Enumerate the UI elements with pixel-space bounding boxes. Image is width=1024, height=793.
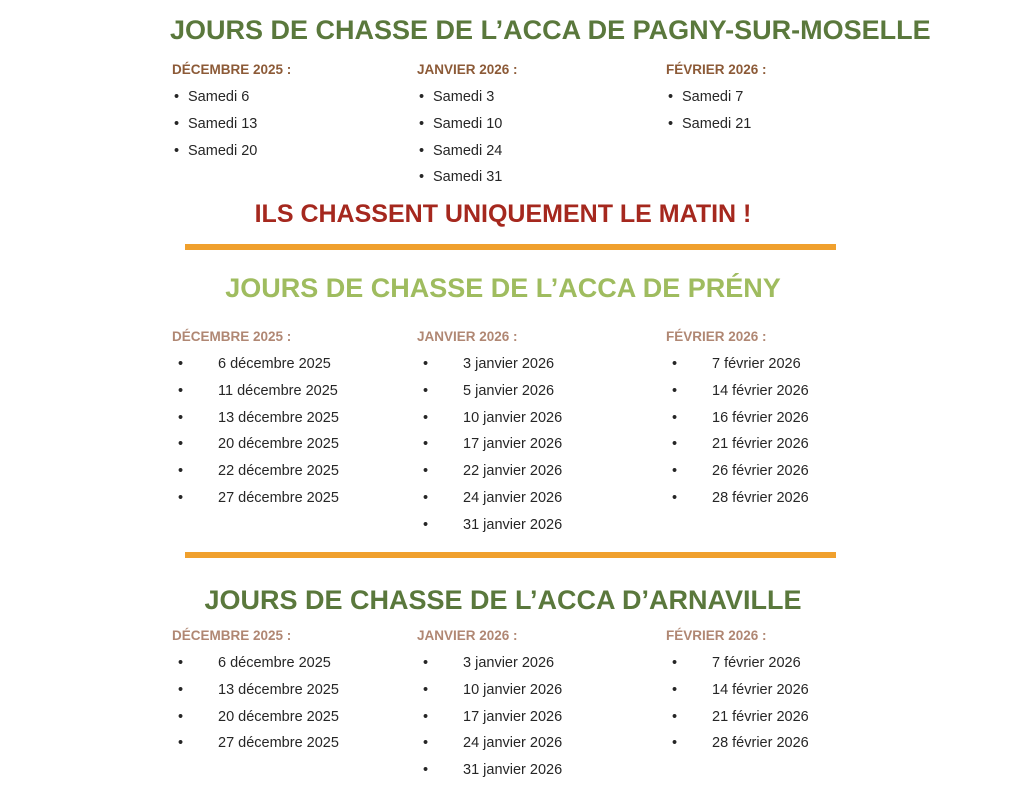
date-label: 20 décembre 2025 xyxy=(218,436,339,453)
date-label: Samedi 7 xyxy=(682,89,744,105)
section-title: JOURS DE CHASSE DE L’ACCA DE PAGNY-SUR-MOSELLE xyxy=(170,15,931,45)
date-list xyxy=(172,655,412,752)
date-label: Samedi 20 xyxy=(188,142,258,159)
bullet-icon: • xyxy=(423,382,429,399)
bullet-icon: • xyxy=(672,382,678,399)
bullet-icon: • xyxy=(668,89,674,105)
date-label: 21 février 2026 xyxy=(712,436,809,453)
bullet-icon: • xyxy=(423,708,429,725)
bullet-icon: • xyxy=(423,762,429,779)
date-item xyxy=(666,356,906,373)
date-label: 14 février 2026 xyxy=(712,681,809,698)
bullet-icon: • xyxy=(423,516,429,533)
date-label: 26 février 2026 xyxy=(712,463,809,480)
date-label: Samedi 31 xyxy=(433,169,503,186)
date-item xyxy=(172,356,412,373)
month-column xyxy=(666,627,906,762)
date-label: 28 février 2026 xyxy=(712,735,809,752)
date-item xyxy=(417,682,657,699)
bullet-icon: • xyxy=(672,356,678,372)
document-content xyxy=(170,0,931,793)
date-item xyxy=(172,735,412,752)
bullet-icon: • xyxy=(178,681,184,698)
date-item xyxy=(666,436,906,453)
bullet-icon: • xyxy=(423,436,429,453)
bullet-icon: • xyxy=(672,655,678,671)
date-label: 21 février 2026 xyxy=(712,708,809,725)
date-label: 22 décembre 2025 xyxy=(218,463,339,480)
date-list xyxy=(417,356,657,534)
date-label: Samedi 10 xyxy=(433,115,503,132)
acca-section-2 xyxy=(170,584,836,793)
orange-divider xyxy=(185,244,836,250)
bullet-icon: • xyxy=(178,655,184,671)
date-item xyxy=(666,490,906,507)
month-header: JANVIER 2026 : xyxy=(417,62,518,77)
month-header: JANVIER 2026 : xyxy=(417,329,518,344)
date-label: 24 janvier 2026 xyxy=(463,489,563,506)
date-label: Samedi 13 xyxy=(188,115,258,132)
bullet-icon: • xyxy=(174,142,180,159)
bullet-icon: • xyxy=(668,115,674,132)
date-list xyxy=(666,356,906,507)
month-column xyxy=(417,61,657,196)
date-item xyxy=(172,116,412,133)
bullet-icon: • xyxy=(174,115,180,132)
morning-only-notice: ILS CHASSENT UNIQUEMENT LE MATIN ! xyxy=(254,200,752,228)
date-label: 20 décembre 2025 xyxy=(218,708,339,725)
date-list xyxy=(172,89,412,160)
date-label: 6 décembre 2025 xyxy=(218,655,331,671)
date-item xyxy=(417,735,657,752)
month-header: DÉCEMBRE 2025 : xyxy=(172,628,292,643)
month-columns xyxy=(170,328,836,552)
date-item xyxy=(666,410,906,427)
date-item xyxy=(417,490,657,507)
month-header: DÉCEMBRE 2025 : xyxy=(172,329,292,344)
date-label: 3 janvier 2026 xyxy=(463,655,555,671)
date-label: Samedi 6 xyxy=(188,89,250,105)
orange-divider xyxy=(185,552,836,558)
date-item xyxy=(172,89,412,106)
month-header: FÉVRIER 2026 : xyxy=(666,62,767,77)
bullet-icon: • xyxy=(672,463,678,480)
date-list xyxy=(417,655,657,779)
month-header: JANVIER 2026 : xyxy=(417,628,518,643)
date-label: Samedi 24 xyxy=(433,142,503,159)
month-column xyxy=(666,61,906,143)
month-column xyxy=(172,627,412,762)
date-item xyxy=(666,735,906,752)
month-column xyxy=(172,61,412,169)
date-item xyxy=(172,436,412,453)
month-columns xyxy=(170,61,836,198)
bullet-icon: • xyxy=(423,655,429,671)
date-label: 31 janvier 2026 xyxy=(463,762,563,779)
bullet-icon: • xyxy=(672,489,678,506)
bullet-icon: • xyxy=(178,735,184,752)
date-item xyxy=(417,463,657,480)
bullet-icon: • xyxy=(672,436,678,453)
date-item xyxy=(172,682,412,699)
date-item xyxy=(172,383,412,400)
bullet-icon: • xyxy=(672,681,678,698)
date-item xyxy=(172,463,412,480)
date-label: 17 janvier 2026 xyxy=(463,708,563,725)
bullet-icon: • xyxy=(178,708,184,725)
bullet-icon: • xyxy=(178,382,184,399)
date-item xyxy=(417,169,657,186)
bullet-icon: • xyxy=(178,409,184,426)
date-item xyxy=(666,116,906,133)
date-item xyxy=(417,89,657,106)
date-label: 6 décembre 2025 xyxy=(218,356,331,372)
date-label: 14 février 2026 xyxy=(712,382,809,399)
month-column xyxy=(172,328,412,517)
bullet-icon: • xyxy=(423,735,429,752)
date-item xyxy=(172,709,412,726)
date-item xyxy=(417,410,657,427)
date-label: Samedi 21 xyxy=(682,115,752,132)
bullet-icon: • xyxy=(423,463,429,480)
section-title: JOURS DE CHASSE DE L’ACCA DE PRÉNY xyxy=(225,273,781,303)
date-label: 27 décembre 2025 xyxy=(218,489,339,506)
date-label: 10 janvier 2026 xyxy=(463,681,563,698)
bullet-icon: • xyxy=(419,169,425,186)
acca-section-0 xyxy=(170,14,931,229)
date-item xyxy=(417,143,657,160)
date-label: 7 février 2026 xyxy=(712,356,801,372)
bullet-icon: • xyxy=(672,409,678,426)
date-list xyxy=(172,356,412,507)
date-item xyxy=(417,709,657,726)
date-item xyxy=(417,655,657,672)
date-label: 11 décembre 2025 xyxy=(218,382,338,399)
date-item xyxy=(417,436,657,453)
date-item xyxy=(172,410,412,427)
date-label: 7 février 2026 xyxy=(712,655,801,671)
month-header: DÉCEMBRE 2025 : xyxy=(172,62,292,77)
month-columns xyxy=(170,627,836,793)
date-list xyxy=(666,655,906,752)
date-item xyxy=(417,116,657,133)
date-item xyxy=(666,383,906,400)
date-label: 22 janvier 2026 xyxy=(463,463,563,480)
bullet-icon: • xyxy=(672,708,678,725)
date-item xyxy=(172,490,412,507)
date-label: 3 janvier 2026 xyxy=(463,356,555,372)
date-label: 13 décembre 2025 xyxy=(218,409,339,426)
bullet-icon: • xyxy=(178,489,184,506)
bullet-icon: • xyxy=(419,142,425,159)
bullet-icon: • xyxy=(419,89,425,105)
date-label: 28 février 2026 xyxy=(712,489,809,506)
section-title: JOURS DE CHASSE DE L’ACCA D’ARNAVILLE xyxy=(204,585,802,615)
date-label: 27 décembre 2025 xyxy=(218,735,339,752)
month-column xyxy=(666,328,906,517)
date-label: 16 février 2026 xyxy=(712,409,809,426)
date-item xyxy=(666,682,906,699)
date-label: 17 janvier 2026 xyxy=(463,436,563,453)
date-item xyxy=(417,356,657,373)
month-column xyxy=(417,627,657,789)
date-item xyxy=(417,517,657,534)
date-item xyxy=(666,89,906,106)
date-item xyxy=(417,762,657,779)
date-item xyxy=(172,655,412,672)
bullet-icon: • xyxy=(419,115,425,132)
date-label: 10 janvier 2026 xyxy=(463,409,563,426)
bullet-icon: • xyxy=(423,409,429,426)
date-label: 13 décembre 2025 xyxy=(218,681,339,698)
date-item xyxy=(666,709,906,726)
bullet-icon: • xyxy=(423,356,429,372)
bullet-icon: • xyxy=(672,735,678,752)
acca-section-1 xyxy=(170,272,836,552)
date-label: Samedi 3 xyxy=(433,89,495,105)
date-item xyxy=(172,143,412,160)
bullet-icon: • xyxy=(174,89,180,105)
date-label: 24 janvier 2026 xyxy=(463,735,563,752)
month-header: FÉVRIER 2026 : xyxy=(666,628,767,643)
bullet-icon: • xyxy=(178,463,184,480)
date-list xyxy=(417,89,657,186)
date-label: 5 janvier 2026 xyxy=(463,382,555,399)
month-header: FÉVRIER 2026 : xyxy=(666,329,767,344)
date-label: 31 janvier 2026 xyxy=(463,516,563,533)
bullet-icon: • xyxy=(423,681,429,698)
date-item xyxy=(417,383,657,400)
date-item xyxy=(666,463,906,480)
bullet-icon: • xyxy=(423,489,429,506)
bullet-icon: • xyxy=(178,436,184,453)
month-column xyxy=(417,328,657,544)
bullet-icon: • xyxy=(178,356,184,372)
date-list xyxy=(666,89,906,133)
date-item xyxy=(666,655,906,672)
